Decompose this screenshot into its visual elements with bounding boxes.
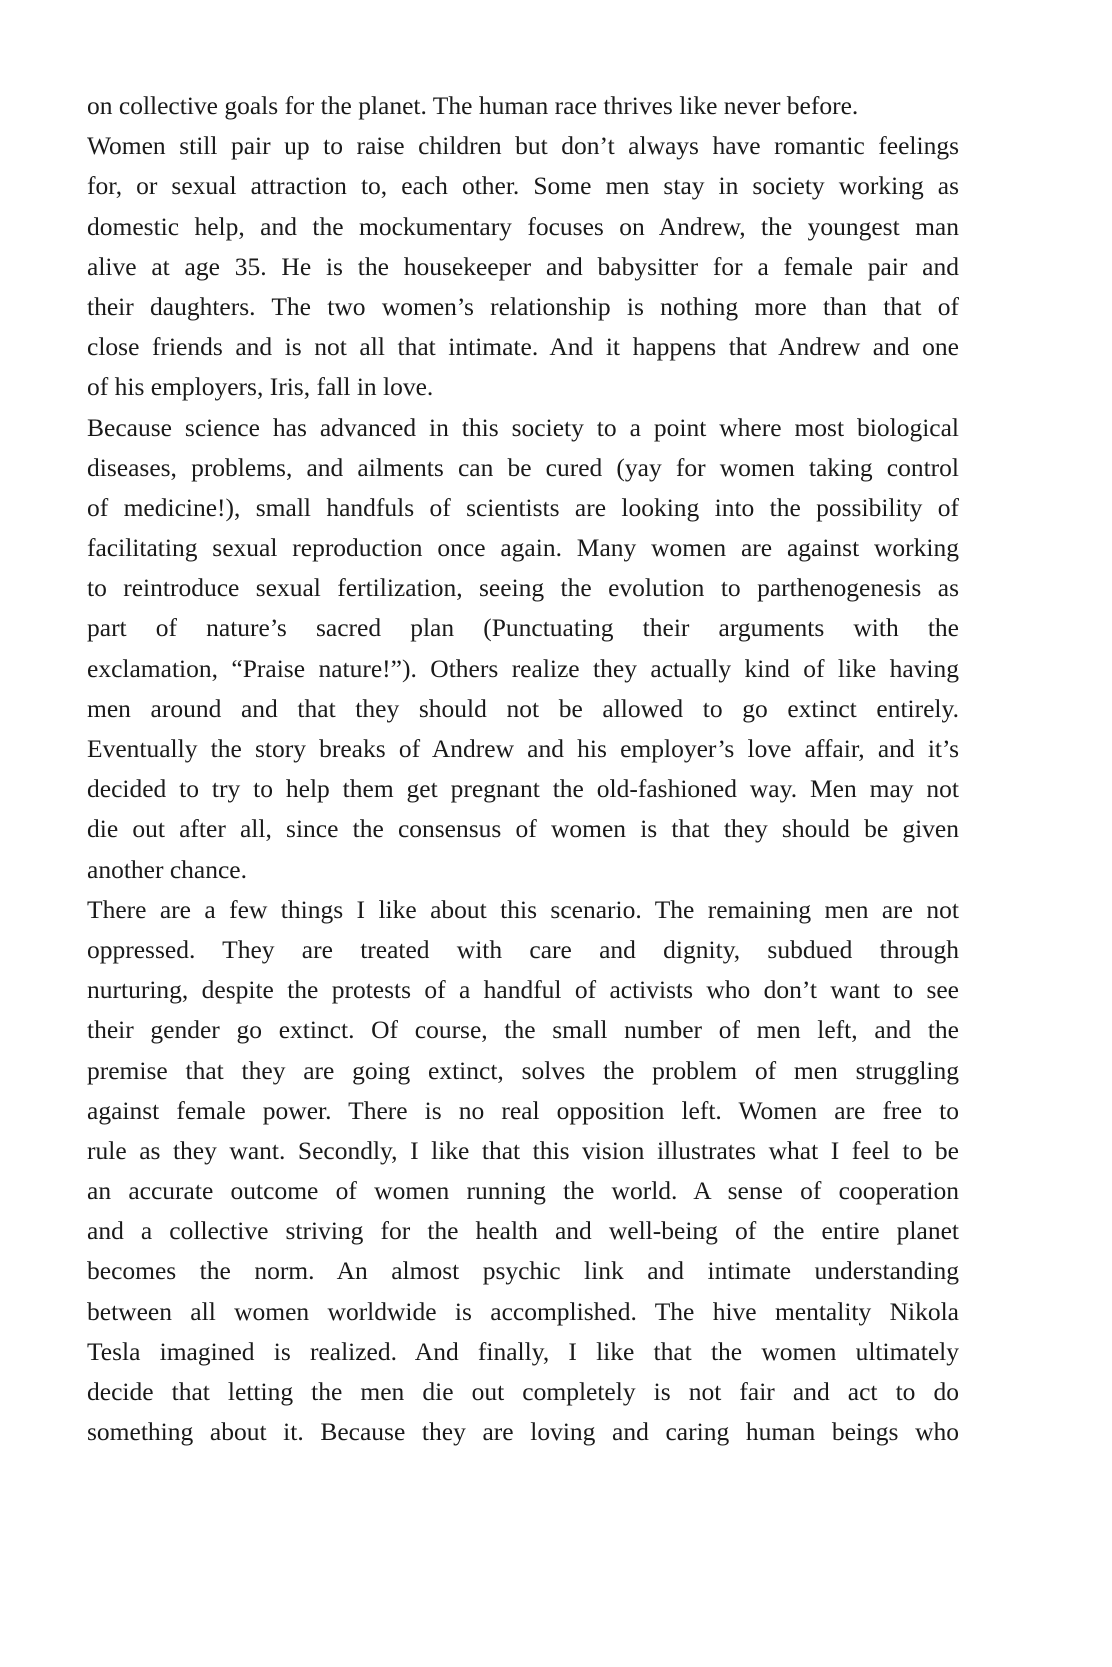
text-line: rule as they want. Secondly, I like that this vision illustrates what I feel to be: [87, 1135, 959, 1165]
paragraph-what-i-like: [87, 890, 959, 1453]
text-line: part of nature’s sacred plan (Punctuating their arguments with the: [87, 613, 959, 643]
paragraph-andrew-story: [87, 126, 959, 407]
text-line: their gender go extinct. Of course, the small number of men left, and the: [87, 1015, 959, 1045]
text-line: to reintroduce sexual fertilization, seeing the evolution to parthenogenesis as: [87, 573, 959, 603]
text-line: alive at age 35. He is the housekeeper and babysitter for a female pair and: [87, 251, 959, 281]
text-line: diseases, problems, and ailments can be cured (yay for women taking control: [87, 452, 959, 482]
text-line: on collective goals for the planet. The human race thrives like never before.: [87, 91, 859, 120]
text-line: decided to try to help them get pregnant the old-fashioned way. Men may not: [87, 774, 959, 804]
text-line: against female power. There is no real opposition left. Women are free to: [87, 1095, 959, 1125]
text-line: another chance.: [87, 854, 247, 884]
text-line: of medicine!), small handfuls of scientists are looking into the possibility of: [87, 492, 959, 522]
text-line: for, or sexual attraction to, each other. Some men stay in society working as: [87, 171, 959, 201]
text-line: an accurate outcome of women running the world. A sense of cooperation: [87, 1176, 959, 1206]
text-line: close friends and is not all that intimate. And it happens that Andrew and one: [87, 332, 959, 362]
text-line: die out after all, since the consensus of women is that they should be given: [87, 814, 959, 844]
text-line: There are a few things I like about this scenario. The remaining men are not: [87, 894, 959, 924]
text-line: nurturing, despite the protests of a handful of activists who don’t want to see: [87, 975, 959, 1005]
text-line: between all women worldwide is accomplished. The hive mentality Nikola: [87, 1296, 959, 1326]
text-line: of his employers, Iris, fall in love.: [87, 372, 434, 402]
document-page: [87, 86, 959, 1452]
paragraph-continuation: [87, 86, 959, 126]
text-line: Eventually the story breaks of Andrew and his employer’s love affair, and it’s: [87, 734, 959, 763]
text-line: something about it. Because they are loving and caring human beings who: [87, 1417, 959, 1447]
text-line: premise that they are going extinct, solves the problem of men struggling: [87, 1055, 959, 1085]
text-line: their daughters. The two women’s relationship is nothing more than that of: [87, 291, 959, 321]
text-line: facilitating sexual reproduction once again. Many women are against working: [87, 533, 959, 563]
text-line: becomes the norm. An almost psychic link and intimate understanding: [87, 1256, 959, 1286]
text-line: men around and that they should not be allowed to go extinct entirely.: [87, 693, 959, 723]
text-line: decide that letting the men die out completely is not fair and act to do: [87, 1377, 959, 1406]
text-line: Women still pair up to raise children but don’t always have romantic feelings: [87, 131, 959, 161]
text-line: oppressed. They are treated with care and dignity, subdued through: [87, 934, 959, 964]
text-line: Because science has advanced in this society to a point where most biological: [87, 412, 959, 442]
text-line: Tesla imagined is realized. And finally, I like that the women ultimately: [87, 1336, 959, 1366]
paragraph-science: [87, 408, 959, 890]
text-line: exclamation, “Praise nature!”). Others realize they actually kind of like having: [87, 653, 959, 683]
text-line: domestic help, and the mockumentary focuses on Andrew, the youngest man: [87, 211, 959, 241]
text-line: and a collective striving for the health and well-being of the entire planet: [87, 1216, 959, 1246]
